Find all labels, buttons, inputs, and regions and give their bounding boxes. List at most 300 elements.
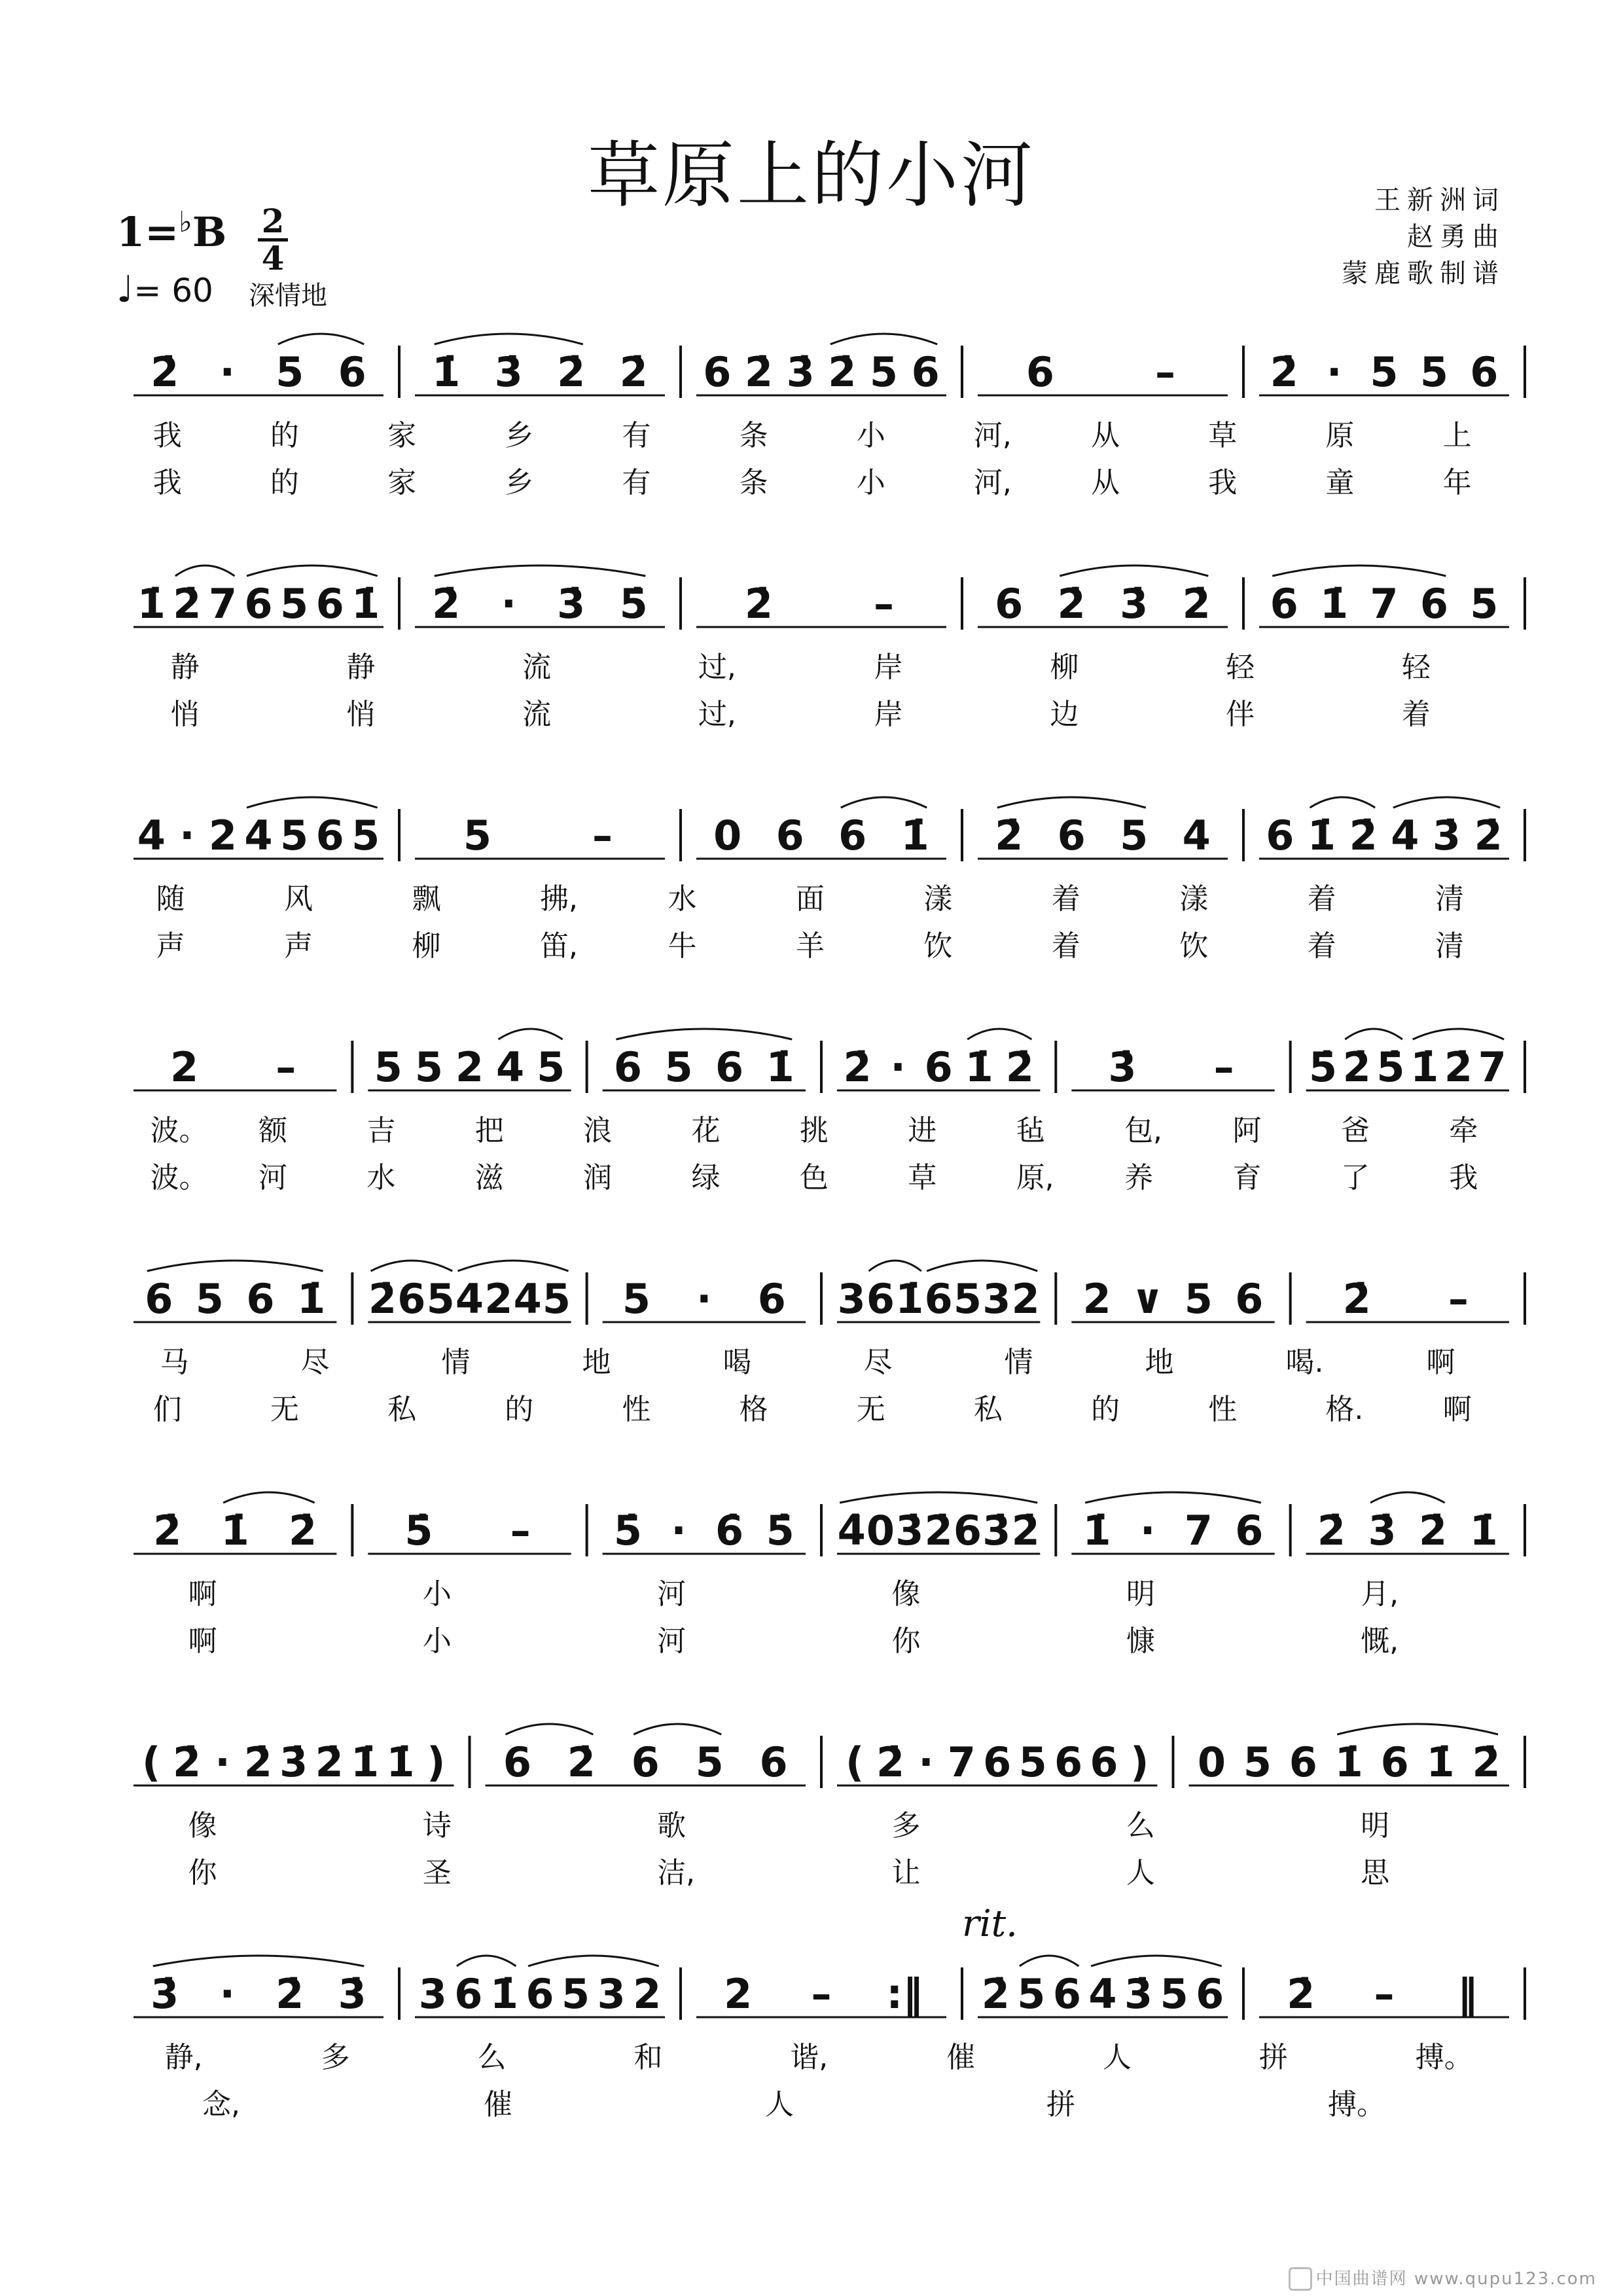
note: 6̇	[715, 1507, 744, 1554]
lyric-syllable: 毡	[1016, 1114, 1045, 1147]
slur	[528, 1956, 659, 1966]
note: 5	[463, 812, 492, 859]
note: 2	[455, 1043, 484, 1091]
note: ·	[696, 1275, 712, 1323]
note: 7	[947, 1738, 976, 1786]
lyric-syllable: 吉	[366, 1114, 396, 1147]
slur	[278, 334, 365, 344]
lyric-syllable: 漾	[923, 882, 953, 916]
lyric-syllable: 原	[1325, 419, 1355, 452]
note: 4	[1088, 1970, 1117, 2018]
note: 6	[1235, 1507, 1264, 1554]
lyric-syllable: 阿	[1232, 1114, 1262, 1147]
note: 2̇	[276, 1970, 304, 2018]
note: –	[811, 1970, 832, 2018]
note: 2̇	[173, 580, 202, 628]
slur	[458, 1261, 569, 1271]
slur	[499, 1029, 563, 1039]
slur	[435, 334, 583, 344]
lyric-syllable: 喝	[722, 1346, 752, 1379]
note: 6	[983, 1738, 1012, 1786]
note: 2̇	[1011, 1507, 1040, 1554]
slur	[869, 1261, 921, 1271]
lyric-syllable: 静	[170, 651, 200, 684]
note: 6	[315, 580, 344, 628]
lyric-syllable: 过,	[698, 698, 736, 731]
lyric-syllable: 我	[1208, 466, 1238, 499]
note: 4	[455, 1275, 484, 1323]
lyric-syllable: 性	[1208, 1393, 1238, 1426]
lyric-syllable: 风	[284, 882, 313, 916]
note: 1̇	[386, 1738, 415, 1786]
lyric-syllable: 绿	[691, 1161, 721, 1194]
note: ∨	[1131, 1275, 1164, 1323]
note: 5	[1120, 812, 1149, 859]
lyric-syllable: 育	[1232, 1161, 1262, 1194]
note: 6	[953, 1507, 982, 1554]
note: –	[276, 1043, 296, 1091]
note: 6	[1196, 1970, 1224, 2018]
lyric-syllable: 条	[739, 466, 768, 499]
slur	[841, 797, 927, 808]
lyric-syllable: 像	[891, 1577, 921, 1611]
slur	[175, 565, 235, 576]
lyric-syllable: 流	[522, 698, 552, 731]
lyric-syllable: 静,	[164, 2041, 203, 2074]
note: 5	[351, 812, 380, 859]
lyric-syllable: 尽	[863, 1346, 893, 1379]
note: 6	[924, 1275, 953, 1323]
note: :‖	[886, 1970, 923, 2018]
note: 5	[1018, 1738, 1047, 1786]
note: 6	[1090, 1738, 1118, 1786]
lyric-syllable: 小	[422, 1624, 452, 1658]
lyric-syllable: 拼	[1258, 2041, 1288, 2074]
note: –	[1374, 1970, 1395, 2018]
lyric-syllable: 伴	[1226, 698, 1255, 731]
lyric-syllable: 地	[582, 1346, 611, 1379]
lyric-syllable: 花	[691, 1114, 721, 1147]
transcriber-credit: 蒙鹿歌制谱	[1342, 259, 1505, 289]
lyric-syllable: 滋	[474, 1161, 504, 1194]
lyric-syllable: 着	[1307, 882, 1336, 916]
note: ·	[1139, 1507, 1156, 1554]
note: –	[874, 580, 894, 628]
slur	[1337, 1724, 1498, 1734]
note: 6	[757, 1275, 786, 1323]
slur	[371, 1261, 453, 1271]
note: 2̇	[995, 812, 1024, 859]
note: 5	[1160, 1970, 1188, 2018]
note: 5	[542, 1275, 571, 1323]
note: 6	[315, 812, 344, 859]
note: 1̇	[137, 580, 166, 628]
note: 5	[195, 1275, 224, 1323]
note: 2̇	[151, 348, 179, 396]
note: 3̇	[279, 1738, 308, 1786]
lyric-syllable: 喝.	[1285, 1346, 1324, 1379]
lyric-syllable: 过,	[698, 651, 736, 684]
note: 6	[1266, 812, 1294, 859]
slur	[1370, 1492, 1445, 1503]
lyric-syllable: 上	[1442, 419, 1472, 452]
lyric-syllable: 静	[346, 651, 376, 684]
note: 3̇	[1432, 812, 1461, 859]
note: 0	[866, 1507, 895, 1554]
lyric-syllable: 悄	[170, 698, 200, 731]
lyric-syllable: 你	[188, 1856, 217, 1890]
note: 2̇	[924, 1507, 953, 1554]
lyric-syllable: 人	[1103, 2041, 1132, 2074]
note: 1̇	[1320, 580, 1349, 628]
lyric-syllable: 人	[765, 2088, 794, 2121]
slur	[505, 1724, 593, 1734]
lyric-syllable: 格	[739, 1393, 768, 1426]
note: 2̇	[876, 1738, 905, 1786]
lyric-syllable: 从	[1091, 419, 1120, 452]
lyric-syllable: 养	[1124, 1161, 1154, 1194]
lyric-syllable: 马	[160, 1346, 189, 1379]
note: –	[510, 1507, 531, 1554]
lyric-syllable: 包,	[1124, 1114, 1163, 1147]
note: 5	[1419, 348, 1448, 396]
lyric-syllable: 了	[1340, 1161, 1370, 1194]
note: 6	[1026, 348, 1055, 396]
note: 7	[1370, 580, 1399, 628]
note: 1̇	[350, 1738, 380, 1786]
note: 5	[374, 1043, 402, 1091]
lyric-syllable: 饮	[923, 929, 953, 963]
lyric-syllable: 多	[891, 1809, 921, 1842]
note: 6	[1289, 1738, 1317, 1786]
note: 2̇	[315, 1738, 344, 1786]
lyric-syllable: 歌	[657, 1809, 687, 1842]
note: )	[1130, 1738, 1149, 1786]
note: 2̇	[1182, 580, 1211, 628]
expression-marking: 深情地	[249, 281, 327, 311]
note: 7	[1478, 1043, 1507, 1091]
note: 5̇	[1308, 1043, 1338, 1091]
slur	[153, 1956, 365, 1966]
lyric-syllable: 拂,	[540, 882, 578, 916]
slur	[1272, 565, 1446, 576]
lyric-syllable: 额	[259, 1114, 287, 1147]
note: (	[142, 1738, 161, 1786]
note: 1̇	[1426, 1738, 1455, 1786]
note: 4̇	[837, 1507, 866, 1554]
watermark: 中国曲谱网 www.qupu123.com	[1289, 2265, 1597, 2291]
lyric-syllable: 谐,	[790, 2041, 829, 2074]
lyric-syllable: 尽	[300, 1346, 330, 1379]
lyric-syllable: 把	[474, 1114, 504, 1147]
lyric-syllable: 声	[156, 929, 185, 963]
note: 5	[953, 1275, 982, 1323]
note: 2̇	[619, 348, 648, 396]
lyric-syllable: 我	[1449, 1161, 1478, 1194]
note: 3̇	[895, 1507, 924, 1554]
lyric-syllable: 着	[1307, 929, 1336, 963]
note: 2̇	[1270, 348, 1298, 396]
lyric-syllable: 声	[284, 929, 313, 963]
slur	[247, 565, 378, 576]
note: 6	[1419, 580, 1448, 628]
lyric-syllable: 啊	[188, 1624, 217, 1658]
note: 2̇	[289, 1507, 317, 1554]
lyric-syllable: 水	[668, 882, 697, 916]
note: 2̇	[1472, 1738, 1501, 1786]
lyric-syllable: 牵	[1449, 1114, 1478, 1147]
note: 6	[715, 1043, 744, 1091]
lyric-syllable: 么	[1126, 1809, 1155, 1842]
note: 3̇	[1108, 1043, 1137, 1091]
note: ·	[918, 1738, 934, 1786]
note: 2	[170, 1043, 199, 1091]
lyric-syllable: 明	[1126, 1577, 1155, 1611]
note: 1̇	[221, 1507, 249, 1554]
note: ·	[1326, 348, 1342, 396]
note: 2̇	[843, 1043, 872, 1091]
note: 6	[454, 1970, 483, 2018]
note: 1̇	[1082, 1507, 1111, 1554]
slur	[1085, 1492, 1261, 1503]
note: 3̇	[338, 1970, 366, 2018]
note: –	[1213, 1043, 1234, 1091]
lyric-syllable: 笛,	[540, 929, 578, 963]
note: 5	[537, 1043, 565, 1091]
lyric-syllable: 清	[1435, 882, 1465, 916]
lyric-syllable: 悄	[346, 698, 376, 731]
lyric-syllable: 慨,	[1361, 1624, 1399, 1658]
note: –	[1155, 348, 1175, 396]
lyric-syllable: 催	[946, 2041, 976, 2074]
note: 2	[1082, 1275, 1111, 1323]
lyric-syllable: 明	[1361, 1809, 1390, 1842]
lyric-syllable: 我	[152, 466, 182, 499]
note: 2̇	[1349, 812, 1378, 859]
note: –	[1448, 1275, 1469, 1323]
note: 3̇	[786, 348, 815, 396]
lyric-syllable: 你	[891, 1624, 921, 1658]
lyric-syllable: 人	[1126, 1856, 1155, 1890]
note: 1̇	[1307, 812, 1336, 859]
lyric-syllable: 面	[795, 882, 825, 916]
slur	[967, 1029, 1031, 1039]
note: ·	[219, 348, 236, 396]
note: 5	[869, 348, 899, 396]
note: 2̇	[368, 1275, 397, 1323]
note: 3̇	[1124, 1970, 1153, 2018]
note: ·	[890, 1043, 906, 1091]
lyric-syllable: 小	[856, 419, 885, 452]
note: 1̇	[901, 812, 929, 859]
note: 2̇	[1005, 1043, 1034, 1091]
lyric-syllable: 着	[1401, 698, 1431, 731]
note: 2̇	[173, 1738, 202, 1786]
lyric-syllable: 诗	[422, 1809, 452, 1842]
note: 7	[1184, 1507, 1213, 1554]
note: 5	[1017, 1970, 1046, 2018]
lyric-syllable: 啊	[1426, 1346, 1455, 1379]
note: ·	[501, 580, 517, 628]
slur	[633, 1724, 721, 1734]
note: 0	[713, 812, 742, 859]
note: 4	[244, 812, 273, 859]
note: 1̇	[965, 1043, 993, 1091]
note: 2̇	[243, 1738, 272, 1786]
note: 2̇	[153, 1507, 182, 1554]
note: 4	[495, 1043, 525, 1091]
note: 7	[208, 580, 237, 628]
lyric-syllable: 从	[1091, 466, 1120, 499]
note: 1̇	[766, 1043, 794, 1091]
note: 3̇	[494, 348, 523, 396]
note: 2	[208, 812, 237, 859]
note: 5	[280, 580, 309, 628]
note: ·	[215, 1738, 230, 1786]
lyric-syllable: 润	[583, 1161, 613, 1194]
note: 6	[1270, 580, 1298, 628]
lyric-syllable: 挑	[799, 1114, 829, 1147]
note: 6	[631, 1738, 660, 1786]
lyric-syllable: 小	[422, 1577, 452, 1611]
lyric-syllable: 草	[1208, 419, 1238, 452]
note: 6	[246, 1275, 275, 1323]
lyric-syllable: 么	[477, 2041, 507, 2074]
note: ‖	[1457, 1970, 1478, 2018]
lyric-syllable: 的	[270, 466, 299, 499]
lyric-syllable: 波。	[150, 1114, 208, 1147]
lyric-syllable: 岸	[874, 651, 903, 684]
note: 2̇	[1419, 1507, 1448, 1554]
lyric-syllable: 条	[739, 419, 768, 452]
note: 5̇	[619, 580, 648, 628]
lyric-syllable: 和	[633, 2041, 663, 2074]
slur	[997, 797, 1146, 808]
slur	[830, 334, 937, 344]
note: 2̇	[557, 348, 586, 396]
note: 6	[244, 580, 273, 628]
note: 5̇	[404, 1507, 433, 1554]
note: 6	[703, 348, 732, 396]
lyric-syllable: 私	[387, 1393, 417, 1426]
lyric-syllable: 轻	[1401, 651, 1431, 684]
composer-credit: 赵勇曲	[1407, 222, 1505, 252]
lyric-syllable: 情	[1004, 1346, 1033, 1379]
lyric-syllable: 岸	[874, 698, 903, 731]
note: 6	[911, 348, 940, 396]
note: 3̇	[982, 1507, 1011, 1554]
note: 6	[1470, 348, 1499, 396]
lyric-syllable: 随	[156, 882, 185, 916]
lyric-syllable: 轻	[1226, 651, 1255, 684]
lyric-syllable: 无	[856, 1393, 885, 1426]
lyric-syllable: 月,	[1361, 1577, 1399, 1611]
lyric-syllable: 像	[188, 1809, 217, 1842]
note: 6	[526, 1970, 554, 2018]
slur	[616, 1029, 792, 1039]
note: 2̇	[1287, 1970, 1315, 2018]
slur	[1060, 565, 1208, 576]
note: 3̇	[1368, 1507, 1397, 1554]
note: 1̇	[296, 1275, 326, 1323]
note: 6	[503, 1738, 532, 1786]
note: 6	[338, 348, 366, 396]
lyric-syllable: 性	[622, 1393, 651, 1426]
note: 5̇	[1376, 1043, 1405, 1091]
note: 2̇	[1444, 1043, 1472, 1091]
note: 3	[597, 1970, 626, 2018]
note: 6	[145, 1275, 173, 1323]
note: 5	[695, 1738, 724, 1786]
note: 2̇	[1317, 1507, 1346, 1554]
lyric-syllable: 们	[152, 1393, 182, 1426]
note: 5	[276, 348, 304, 396]
note: 6	[1235, 1275, 1264, 1323]
note: 5	[1184, 1275, 1213, 1323]
lyric-syllable: 有	[622, 466, 651, 499]
note: 2̇	[744, 580, 774, 628]
lyric-syllable: 河	[657, 1624, 687, 1658]
page-title: 草原上的小河	[588, 134, 1035, 217]
time-signature: 2 4	[257, 204, 289, 276]
note: 1̇	[1469, 1507, 1498, 1554]
note: ·	[219, 1970, 236, 2018]
note: 4	[1182, 812, 1211, 859]
note: 1̇	[1410, 1043, 1439, 1091]
note: 5	[622, 1275, 651, 1323]
lyric-syllable: 草	[908, 1161, 937, 1194]
lyric-syllable: 思	[1361, 1856, 1390, 1890]
slur	[1413, 1029, 1504, 1039]
note: 6	[838, 812, 867, 859]
lyricist-credit: 王新洲词	[1374, 185, 1505, 215]
note: 4	[137, 812, 166, 859]
lyric-syllable: 洁,	[657, 1856, 696, 1890]
note: 2̇	[567, 1738, 596, 1786]
slur	[1310, 797, 1376, 808]
lyric-syllable: 催	[484, 2088, 512, 2121]
note: 2̇	[432, 580, 461, 628]
note: 5	[1243, 1738, 1272, 1786]
lyric-syllable: 啊	[1442, 1393, 1472, 1426]
note: 4	[513, 1275, 542, 1323]
note: 6	[1380, 1738, 1409, 1786]
lyric-syllable: 柳	[412, 929, 441, 963]
note: 5	[280, 812, 309, 859]
lyric-syllable: 慷	[1126, 1624, 1155, 1658]
note: 2̇	[1474, 812, 1503, 859]
note: 5	[1370, 348, 1399, 396]
lyric-syllable: 牛	[668, 929, 697, 963]
lyric-syllable: 搏。	[1415, 2041, 1473, 2074]
slur	[247, 797, 378, 808]
slur	[1345, 1029, 1402, 1039]
note: 6	[924, 1043, 953, 1091]
note: 1̇	[1334, 1738, 1363, 1786]
lyric-syllable: 着	[1051, 882, 1080, 916]
note: 1̇	[432, 348, 461, 396]
note: 2	[724, 1970, 753, 2018]
note: 2̇	[1342, 1043, 1371, 1091]
lyric-syllable: 波。	[150, 1161, 208, 1194]
lyric-syllable: 着	[1051, 929, 1080, 963]
note: 5	[664, 1043, 693, 1091]
note: 2	[484, 1275, 513, 1323]
lyric-syllable: 柳	[1050, 651, 1079, 684]
lyric-syllable: 原,	[1016, 1161, 1054, 1194]
slur	[147, 1261, 323, 1271]
slur	[457, 1956, 516, 1966]
